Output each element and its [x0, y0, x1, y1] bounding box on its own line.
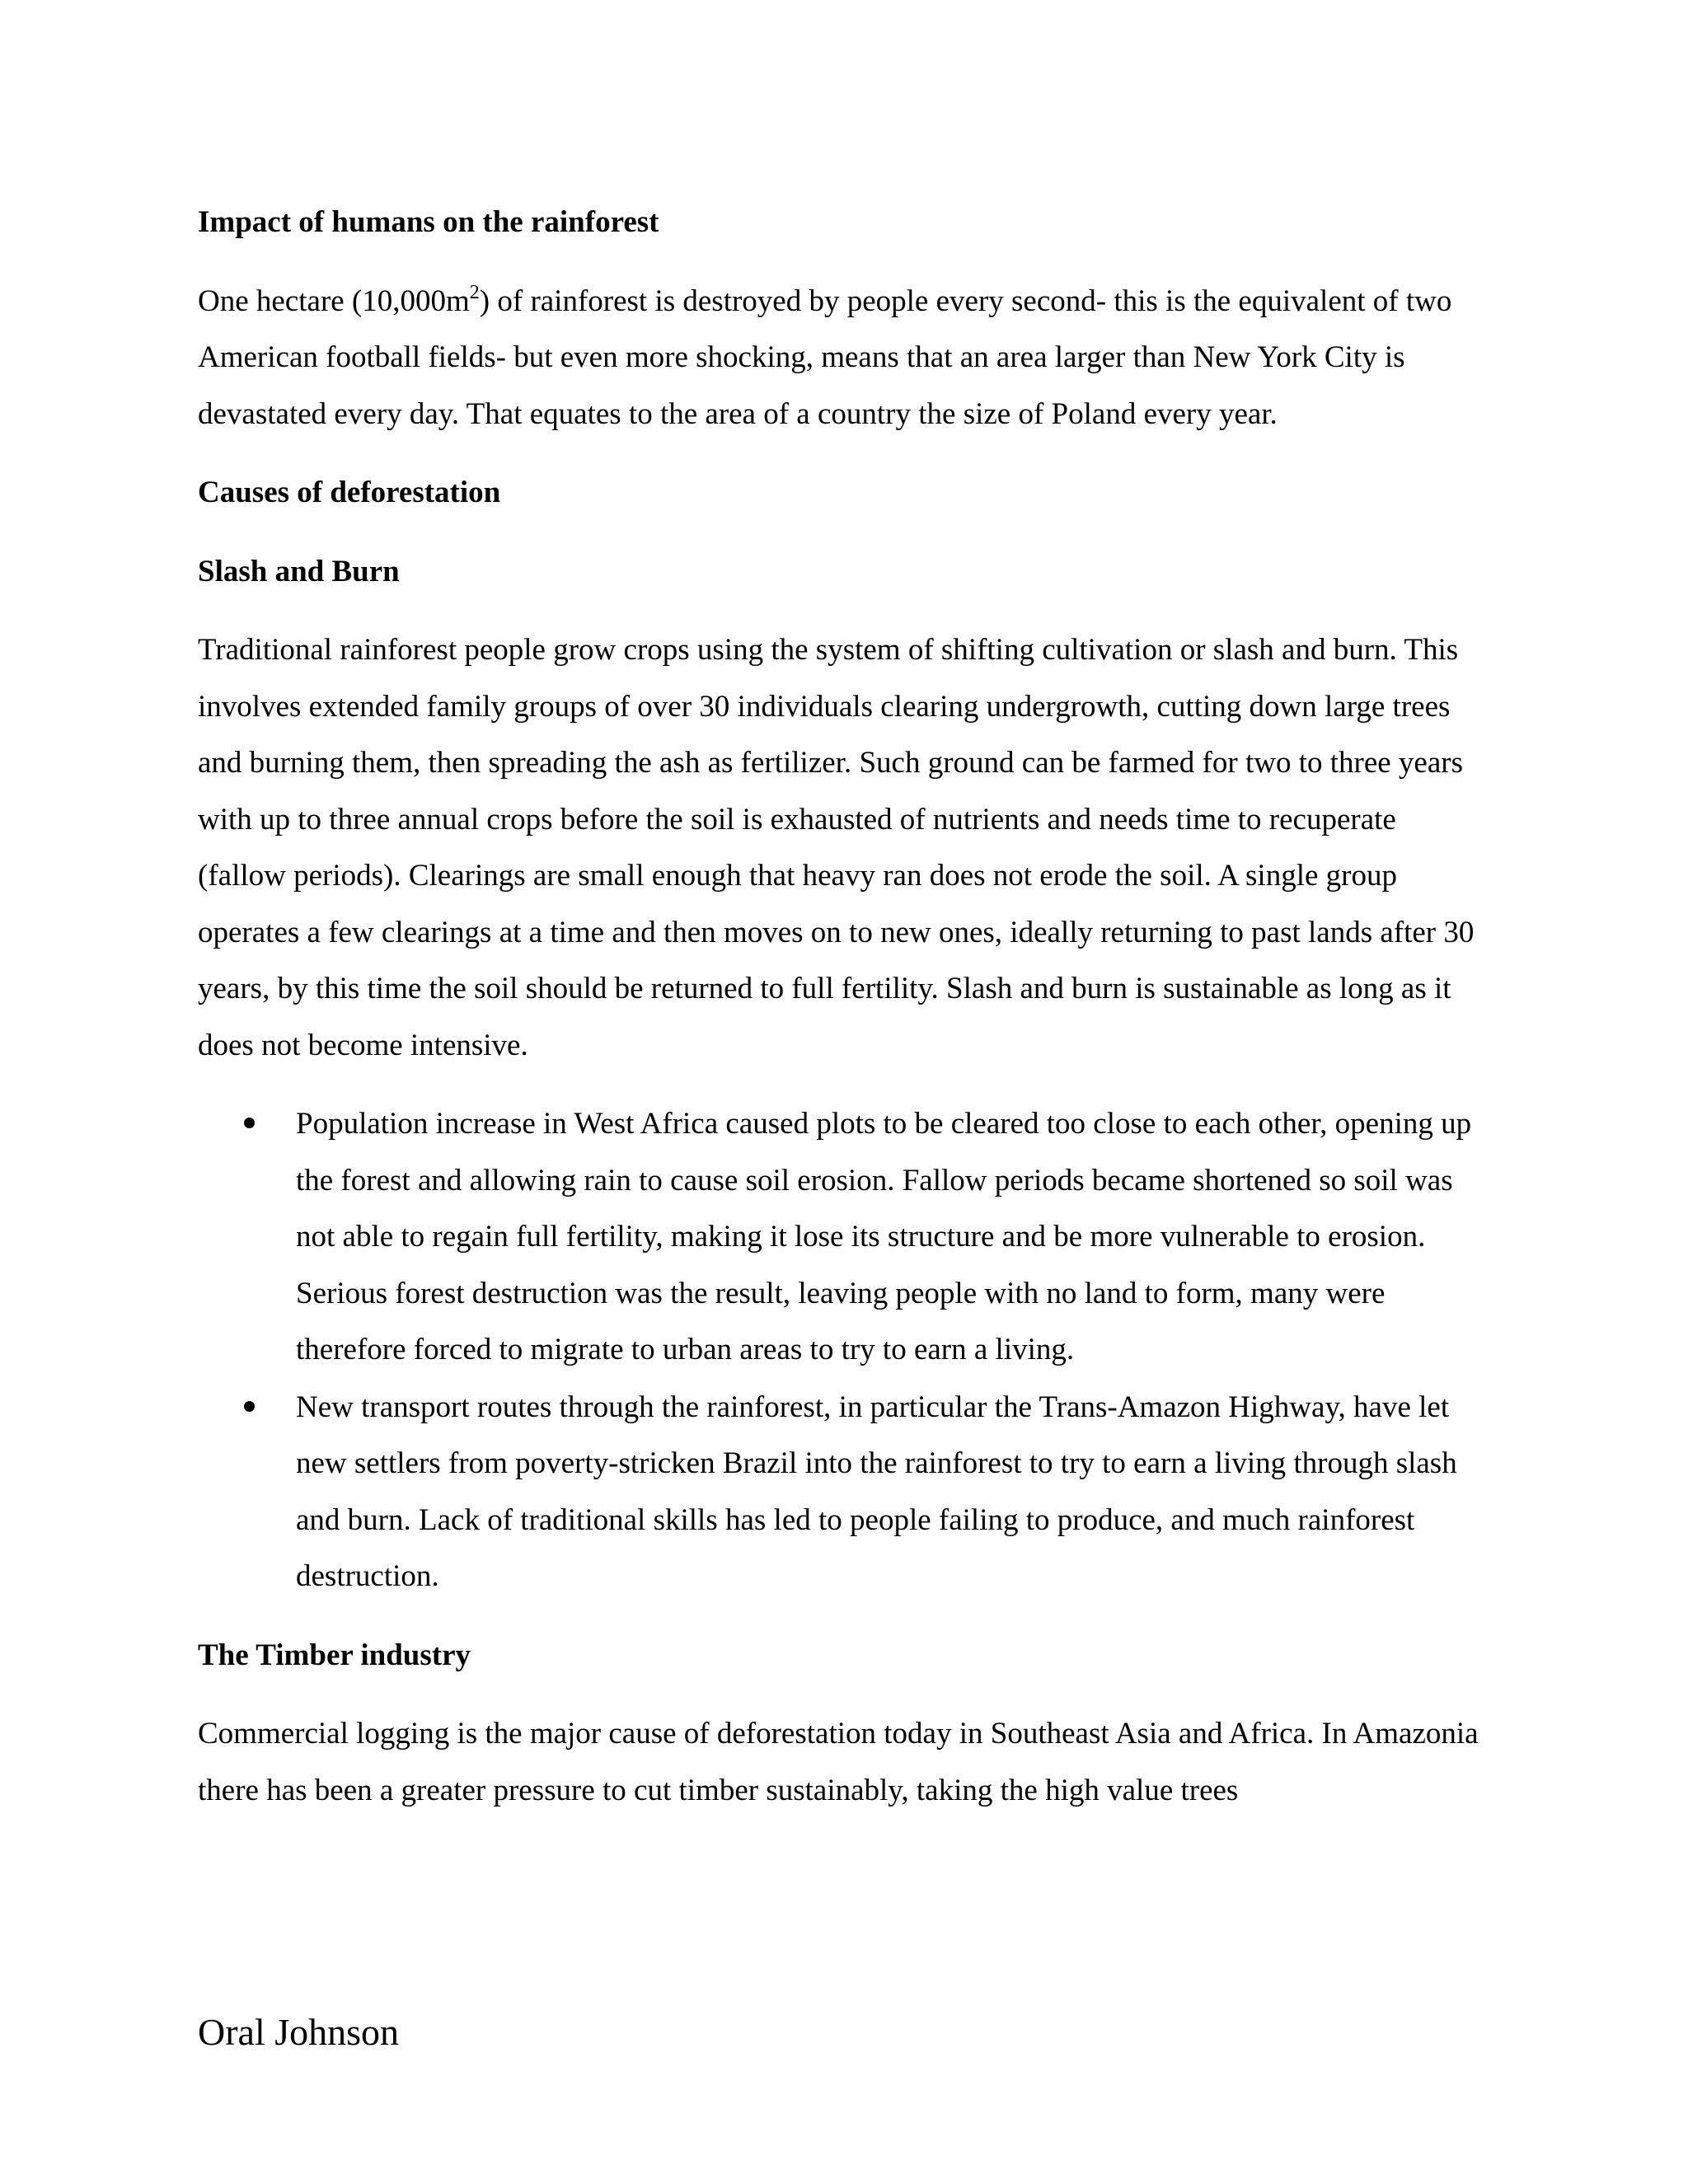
footer-author-name: Oral Johnson — [198, 2011, 400, 2053]
document-title: Impact of humans on the rainforest — [198, 205, 659, 239]
bullet-icon — [244, 1401, 255, 1412]
list-item-text: New transport routes through the rainforest, in particular the Trans-Amazon Highway, have let new settlers from poverty-stricken Brazil into the rainforest to try to earn a living through slash and burn. Lack of traditional skills has led to people failing to produce, and much rainforest destruction. — [296, 1390, 1457, 1593]
bullet-icon — [244, 1118, 255, 1128]
bullet-list — [198, 1096, 1484, 1605]
list-item-text: Population increase in West Africa caused plots to be cleared too close to each other, opening up the forest and allowing rain to cause soil erosion. Fallow periods became shortened so soil was not able to regain full fertility, making it lose its structure and be more vulnerable to erosion. Serious forest destruction was the result, leaving people with no land to form, many were therefore forced to migrate to urban areas to try to earn a living. — [296, 1107, 1472, 1366]
slash-and-burn-paragraph: Traditional rainforest people grow crops using the system of shifting cultivation or slash and burn. This involves extended family groups of over 30 individuals clearing undergrowth, cutting down large trees and burning them, then spreading the ash as fertilizer. Such ground can be farmed for two to three years with up to three annual crops before the soil is exhausted of nutrients and needs time to recuperate (fallow periods). Clearings are small enough that heavy ran does not erode the soil. A single group operates a few clearings at a time and then moves on to new ones, ideally returning to past lands after 30 years, by this time the soil should be returned to full fertility. Slash and burn is sustainable as long as it does not become intensive. — [198, 633, 1475, 1062]
list-item — [198, 1096, 1484, 1379]
intro-text-end: ) of rainforest is destroyed by people every second- this is the equivalent of two American football fields- but even more shocking, means that an area larger than New York City is devastated every day. That equates to the area of a country the size of Poland every year. — [198, 284, 1452, 431]
document-body — [198, 194, 1484, 1841]
intro-superscript: 2 — [469, 281, 480, 303]
timber-paragraph: Commercial logging is the major cause of deforestation today in Southeast Asia and Africa. In Amazonia there has been a greater pressure to cut timber sustainably, taking the high value trees — [198, 1717, 1479, 1807]
heading-causes-of-deforestation: Causes of deforestation — [198, 476, 501, 509]
list-item — [198, 1380, 1484, 1605]
heading-timber-industry: The Timber industry — [198, 1638, 471, 1672]
intro-text-start: One hectare (10,000m — [198, 284, 470, 318]
intro-paragraph — [198, 274, 1484, 443]
heading-slash-and-burn: Slash and Burn — [198, 554, 400, 588]
